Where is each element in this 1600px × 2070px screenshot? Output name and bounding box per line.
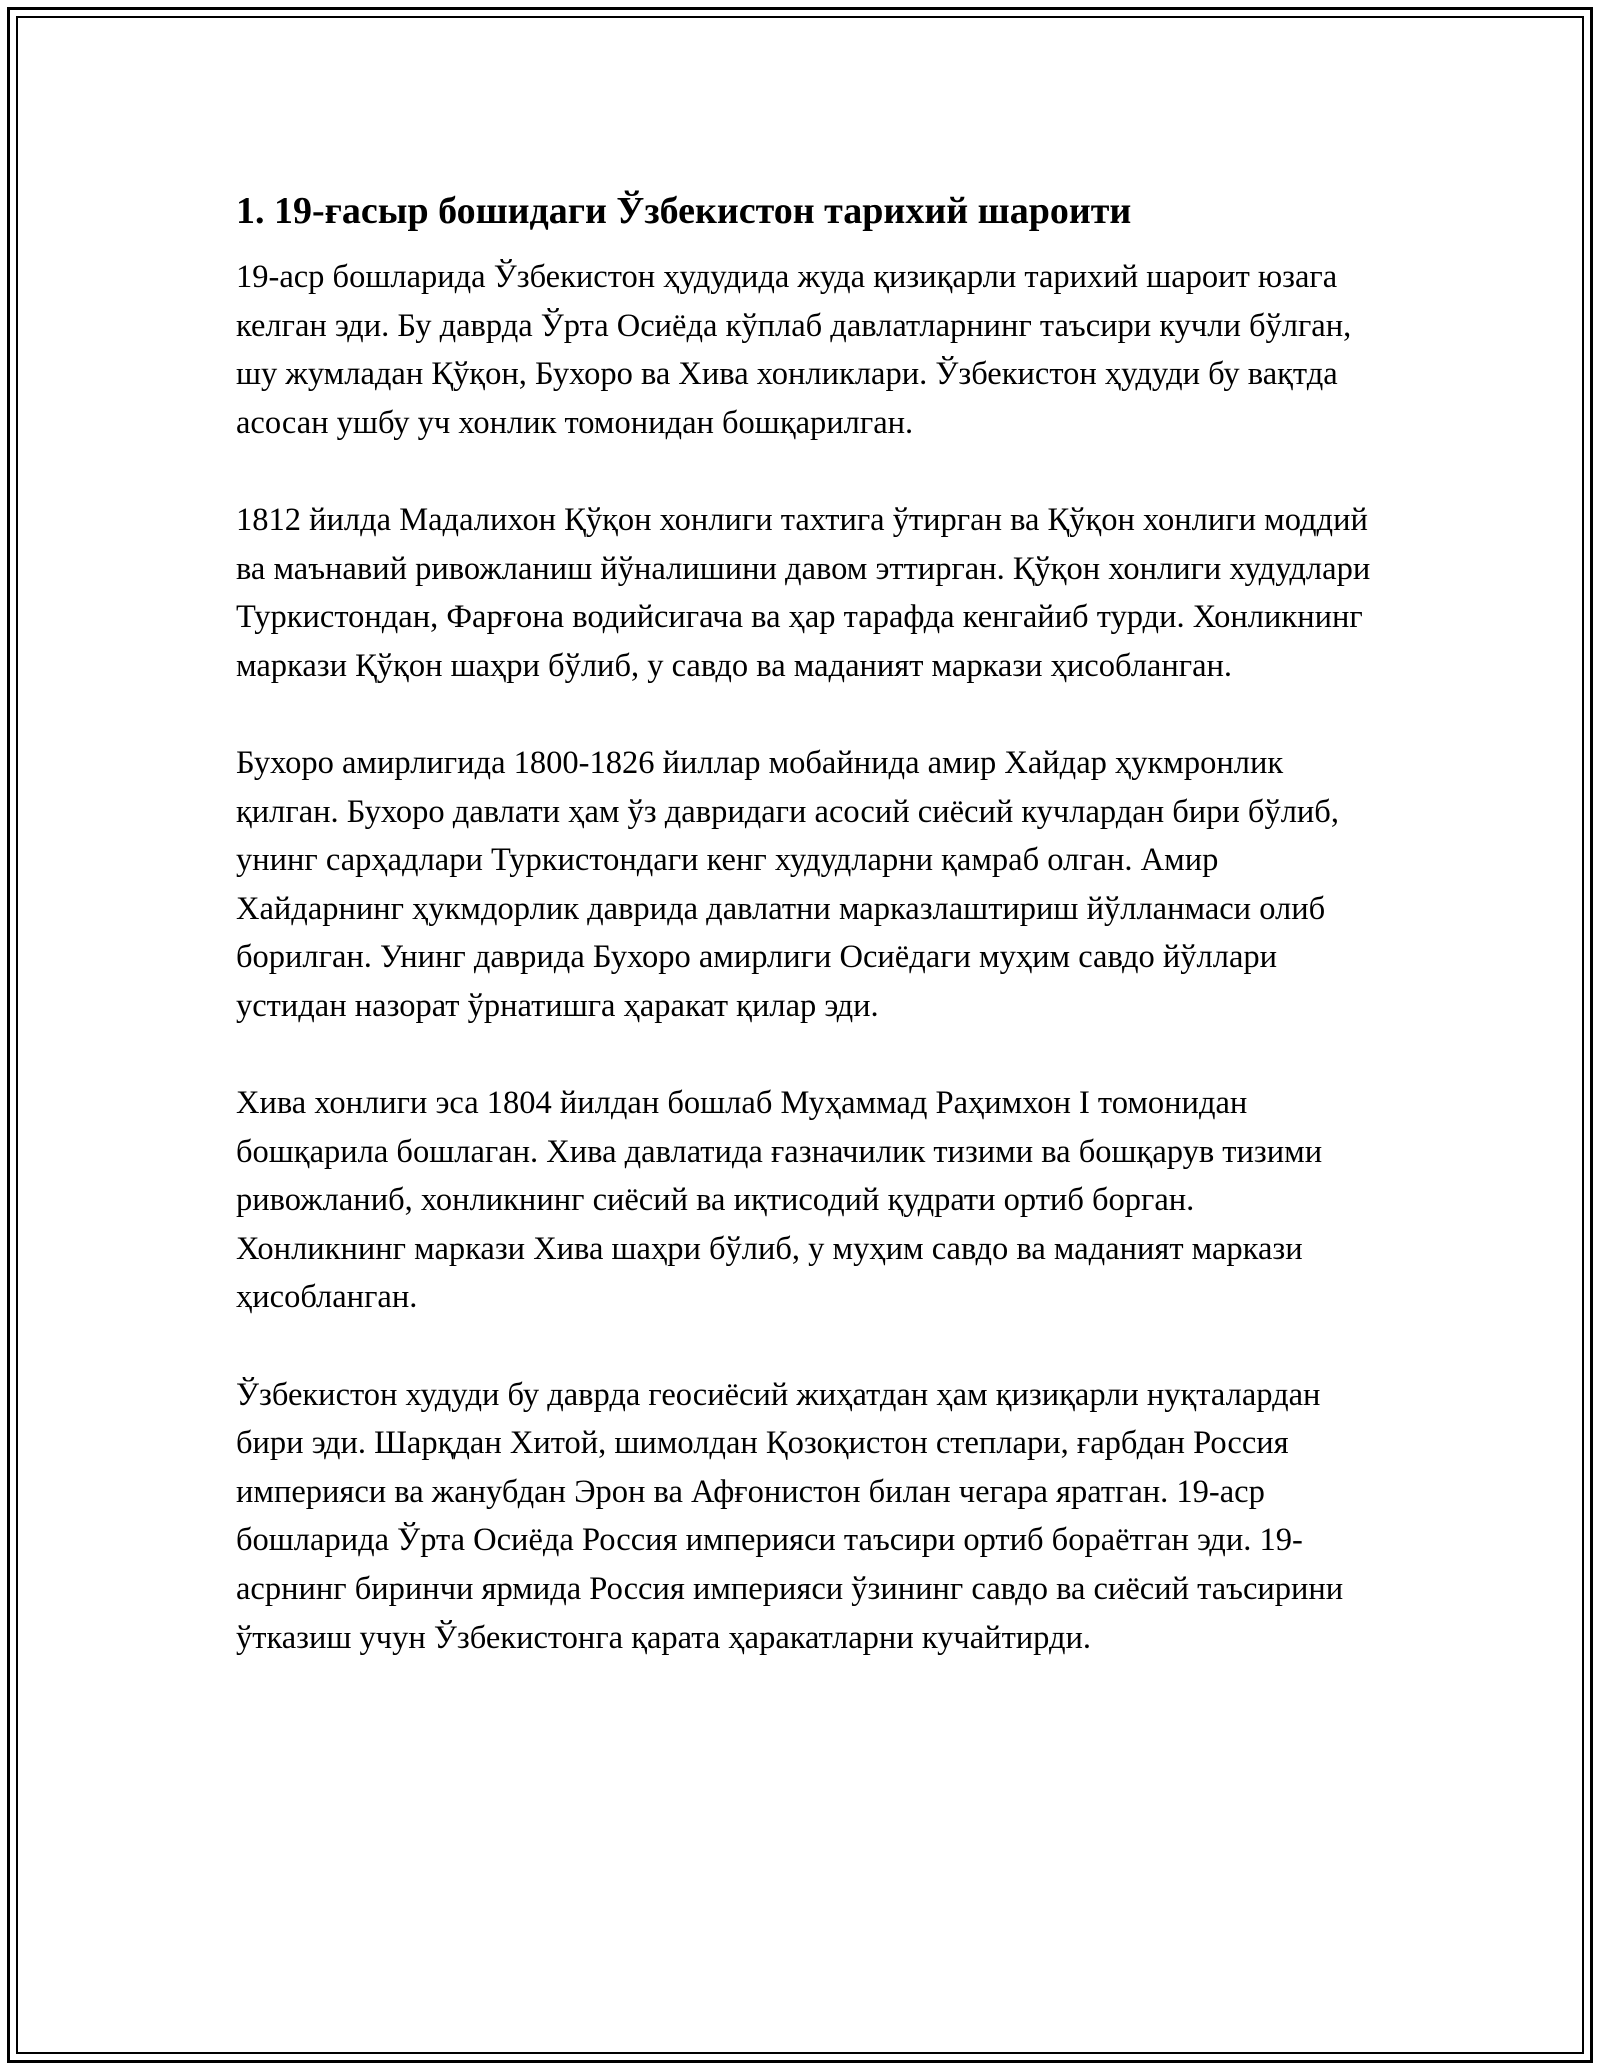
paragraph-4: Хива хонлиги эса 1804 йилдан бошлаб Муҳаммад Раҳимхон I томонидан бошқарила бошлаган. Хива давлатида ғазначилик тизими ва бошқарув тизими ривожланиб, хонликнинг сиёсий ва иқтисодий қудрати ортиб борган. Хонликнинг маркази Хива шаҳри бўлиб, у муҳим савдо ва маданият маркази ҳисобланган. — [236, 1085, 1323, 1316]
document-body — [236, 186, 1372, 1711]
paragraph-2: 1812 йилда Мадалихон Қўқон хонлиги тахтига ўтирган ва Қўқон хонлиги моддий ва маънавий ривожланиш йўналишини давом эттирган. Қўқон хонлиги худудлари Туркистондан, Фарғона водийсигача ва ҳар тарафда кенгайиб турди. Хонликнинг маркази Қўқон шаҳри бўлиб, у савдо ва маданият маркази ҳисобланган. — [236, 501, 1371, 684]
paragraph-3: Бухоро амирлигида 1800-1826 йиллар мобайнида амир Хайдар ҳукмронлик қилган. Бухоро давлати ҳам ўз давридаги асосий сиёсий кучлардан бири бўлиб, унинг сарҳадлари Туркистондаги кенг худудларни қамраб олган. Амир Хайдарнинг ҳукмдорлик даврида давлатни марказлаштириш йўлланмаси олиб борилган. Унинг даврида Бухоро амирлиги Осиёдаги муҳим савдо йўллари устидан назорат ўрнатишга ҳаракат қилар эди. — [236, 744, 1339, 1024]
paragraph-1: 19-аср бошларида Ўзбекистон ҳудудида жуда қизиқарли тарихий шароит юзага келган эди. Бу даврда Ўрта Осиёда кўплаб давлатларнинг таъсири кучли бўлган, шу жумладан Қўқон, Бухоро ва Хива хонликлари. Ўзбекистон ҳудуди бу вақтда асосан ушбу уч хонлик томонидан бошқарилган. — [236, 259, 1352, 441]
paragraph-5: Ўзбекистон худуди бу даврда геосиёсий жиҳатдан ҳам қизиқарли нуқталардан бири эди. Шарқдан Хитой, шимолдан Қозоқистон степлари, ғарбдан Россия империяси ва жанубдан Эрон ва Афғонистон билан чегара яратган. 19-аср бошларида Ўрта Осиёда Россия империяси таъсири ортиб бораётган эди. 19-асрнинг биринчи ярмида Россия империяси ўзининг савдо ва сиёсий таъсирини ўтказиш учун Ўзбекистонга қарата ҳаракатларни кучайтирди. — [236, 1376, 1344, 1656]
document-title: 1. 19-ғасыр бошидаги Ўзбекистон тарихий шароити — [236, 190, 1132, 232]
